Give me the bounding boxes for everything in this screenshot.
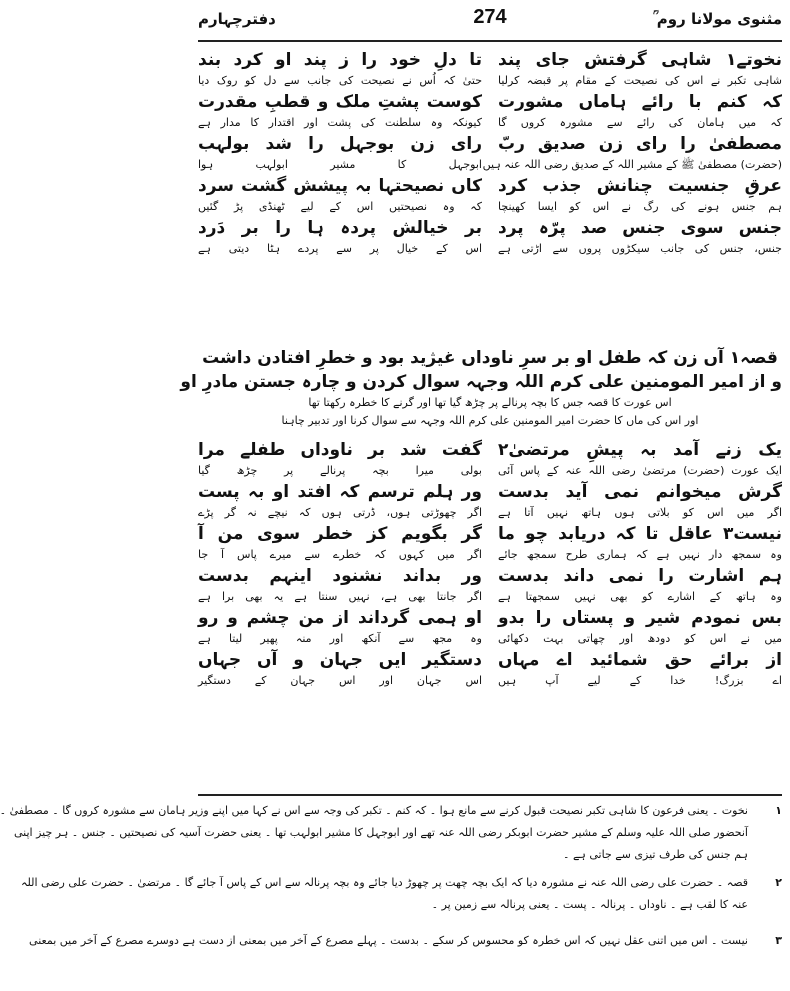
footnote-line: نیست ۔ اس میں اتنی عقل نہیں کہ اس خطرہ کو محسوس کر سکے ۔ بدست ۔ پہلے مصرع کے آخر میں بمعنی از دست ہے دوسرے مصرع کے آخر میں بمعنی: [29, 934, 748, 947]
couplet: [498, 606, 782, 648]
volume-title: دفترچہارم: [198, 10, 276, 28]
couplet: [498, 438, 782, 480]
heading-line: و از امیر المومنین علی کرم اللہ وجہہ سوال کردن و چارہ جستن مادرِ او: [180, 372, 782, 392]
heading-translation: اور اس کی ماں کا حضرت امیر المومنین علی کرم اللہ وجہہ سے سوال کرنا اور تدبیر چاہنا: [281, 414, 699, 427]
urdu-translation: اگر جانتا بھی ہے، نہیں سنتا ہے یہ بھی برا ہے: [198, 590, 482, 603]
persian-verse: مصطفیٰ را رای زن صدیق ربّ: [498, 134, 782, 154]
persian-verse: گرش میخوانم نمی آید بدست: [498, 482, 782, 502]
persian-verse: نخوتے۱ شاہی گرفتش جای پند: [498, 50, 782, 70]
urdu-translation: اگر چھوڑتی ہوں، ڈرتی ہوں کہ نیچے نہ گر پڑے: [198, 506, 482, 519]
persian-verse: رای زن بوجہل را شد بولہب: [198, 134, 482, 154]
footnote-line: آنحضور صلی اللہ علیہ وسلم کے مشیر حضرت ابوبکر رضی اللہ عنہ تھے اور ابوجہل کا مشیر ابولہب تھا ۔ یعنی حضرت آسیہ کی نصیحتیں ۔ جنس ۔ ہر چیز اپنی: [13, 826, 748, 839]
couplet: [198, 438, 482, 480]
persian-verse: عرقِ جنسیت چنانش جذب کرد: [498, 176, 782, 196]
persian-verse: ہم اشارت را نمی داند بدست: [498, 566, 782, 586]
urdu-translation: حتیٰ کہ اُس نے نصیحت کی جانب سے دل کو روک دیا: [198, 74, 482, 87]
urdu-translation: اس جہان اور اس جہان کے دستگیر: [198, 674, 482, 687]
footnote-number: ۱: [775, 804, 782, 817]
footnote-number: ۲: [775, 876, 782, 889]
heading-translation: اس عورت کا قصہ جس کا بچہ پرنالے پر چڑھ گیا تھا اور گرنے کا خطرہ رکھتا تھا: [308, 396, 672, 409]
persian-verse: بر خیالش پردہ ہا را بر دَرد: [198, 218, 482, 238]
urdu-translation: (حضرت) مصطفیٰ ﷺ کے مشیر اللہ کے صدیق رضی اللہ عنہ ہیں: [482, 158, 782, 171]
footnote-2: [21, 872, 782, 916]
footnote-rule: [198, 794, 782, 796]
page-header: [198, 4, 782, 38]
footnote-line: نخوت ۔ یعنی فرعون کا شاہی تکبر نصیحت قبول کرنے سے مانع ہوا ۔ کہ کنم ۔ تکبر کی وجہ سے اس نے کہا میں اپنے وزیر ہامان سے مشورہ کروں گا ۔ مصطفیٰ ۔: [0, 804, 748, 817]
urdu-translation: اے بزرگ! خدا کے لیے آپ ہیں: [498, 674, 782, 687]
urdu-translation: ابوجہل کا مشیر ابولہب ہوا: [198, 158, 482, 171]
persian-verse: ور بداند نشنود اینہم بدست: [198, 566, 482, 586]
couplet: [498, 90, 782, 132]
urdu-translation: جنس، جنس کی جانب سیکڑوں پروں سے اڑتی ہے: [498, 242, 782, 255]
footnote-line: قصہ ۔ حضرت علی رضی اللہ عنہ نے مشورہ دیا کہ ایک بچہ چھت پر چھوڑ دیا جائے وہ بچہ پرنالہ سے اس کے پاس آ جائے گا ۔ مرتضیٰ ۔ حضرت علی رضی اللہ: [21, 876, 748, 889]
persian-verse: بس نمودم شیر و پستاں را بدو: [498, 608, 782, 628]
couplet: [498, 174, 782, 216]
urdu-translation: وہ سمجھ دار نہیں ہے کہ ہماری طرح سمجھ جائے: [498, 548, 782, 561]
couplet: [498, 48, 782, 90]
couplet: [498, 216, 782, 258]
couplet: [198, 90, 482, 132]
urdu-translation: وہ ہاتھ کے اشارے کو بھی نہیں سمجھتا ہے: [498, 590, 782, 603]
urdu-translation: میں نے اس کو دودھ اور چھاتی بہت دکھائی: [498, 632, 782, 645]
persian-verse: از برائے حق شمائید اے مہاں: [498, 650, 782, 670]
urdu-translation: ایک عورت (حضرت) مرتضیٰ رضی اللہ عنہ کے پاس آئی: [498, 464, 782, 477]
persian-verse: دستگیر ایں جہان و آں جہاں: [198, 650, 482, 670]
persian-verse: کہ کنم با رائے ہاماں مشورت: [498, 92, 782, 112]
footnote-number: ۳: [775, 934, 782, 947]
verse-column-right: [498, 438, 782, 690]
urdu-translation: کہ میں ہامان کی رائے سے مشورہ کروں گا: [498, 116, 782, 129]
footnote-1: [0, 800, 782, 866]
couplet: [198, 564, 482, 606]
persian-verse: یک زنے آمد بہ پیشِ مرتضیٰ۲: [498, 440, 782, 460]
persian-verse: جنس سوی جنس صد پرّہ پرد: [498, 218, 782, 238]
couplet: [198, 48, 482, 90]
verse-column-left: [198, 48, 482, 258]
couplet: [198, 648, 482, 690]
urdu-translation: ہم جنس ہونے کی رگ نے اس کو ایسا کھینچا: [498, 200, 782, 213]
couplet: [198, 606, 482, 648]
couplet: [198, 480, 482, 522]
urdu-translation: اگر میں اس کو بلاتی ہوں ہاتھ نہیں آتا ہے: [498, 506, 782, 519]
verse-column-right: [482, 48, 782, 258]
couplet: [198, 174, 482, 216]
persian-verse: کوست پشتِ ملک و قطبِ مقدرت: [198, 92, 482, 112]
persian-verse: گفت شد بر ناوداں طفلے مرا: [198, 440, 482, 460]
couplet: [498, 480, 782, 522]
urdu-translation: اس کے خیال پر سے پردے ہٹا دیتی ہے: [198, 242, 482, 255]
verse-block-1: [198, 48, 782, 346]
couplet: [198, 216, 482, 258]
persian-verse: گر بگویم کز خطر سوی من آ: [198, 524, 482, 544]
header-rule: [198, 40, 782, 42]
persian-verse: ور ہلم ترسم کہ افتد او بہ پست: [198, 482, 482, 502]
page-number: 274: [473, 6, 507, 28]
urdu-translation: کیونکہ وہ سلطنت کی پشت اور اقتدار کا مدار ہے: [198, 116, 482, 129]
persian-verse: او ہمی گرداند از من چشم و رو: [198, 608, 482, 628]
urdu-translation: کہ وہ نصیحتیں اس کے لیے ٹھنڈی پڑ گئیں: [198, 200, 482, 213]
persian-verse: کاں نصیحتہا بہ پیشش گشت سرد: [198, 176, 482, 196]
verse-column-left: [198, 438, 482, 690]
book-title: مثنوی مولانا روم ؒ: [653, 10, 782, 28]
footnote-line: عنہ کا لقب ہے ۔ ناوداں ۔ پرنالہ ۔ پست ۔ یعنی پرنالہ سے زمین پر ۔: [431, 898, 748, 911]
heading-line: قصہ۱ آں زن کہ طفل او بر سرِ ناوداں غیژید بود و خطرِ افتادن داشت: [202, 348, 778, 368]
verse-block-2: [198, 438, 782, 696]
couplet: [198, 132, 482, 174]
urdu-translation: وہ مجھ سے آنکھ اور منہ پھیر لیتا ہے: [198, 632, 482, 645]
urdu-translation: بولی میرا بچہ پرنالے پر چڑھ گیا: [198, 464, 482, 477]
couplet: [498, 522, 782, 564]
footnote-3: [29, 930, 782, 952]
couplet: [198, 522, 482, 564]
urdu-translation: شاہی تکبر نے اس کی نصیحت کے مقام پر قبضہ کرلیا: [498, 74, 782, 87]
persian-verse: تا دلِ خود را ز پند او کرد بند: [198, 50, 482, 70]
story-heading: [180, 346, 782, 430]
couplet: [498, 564, 782, 606]
persian-verse: نیست۳ عاقل تا کہ دریابد چو ما: [498, 524, 782, 544]
couplet: [498, 648, 782, 690]
couplet: [482, 132, 782, 174]
footnote-line: ہم جنس کی طرف تیزی سے جاتی ہے ۔: [563, 848, 748, 861]
urdu-translation: اگر میں کہوں کہ خطرے سے میرے پاس آ جا: [198, 548, 482, 561]
